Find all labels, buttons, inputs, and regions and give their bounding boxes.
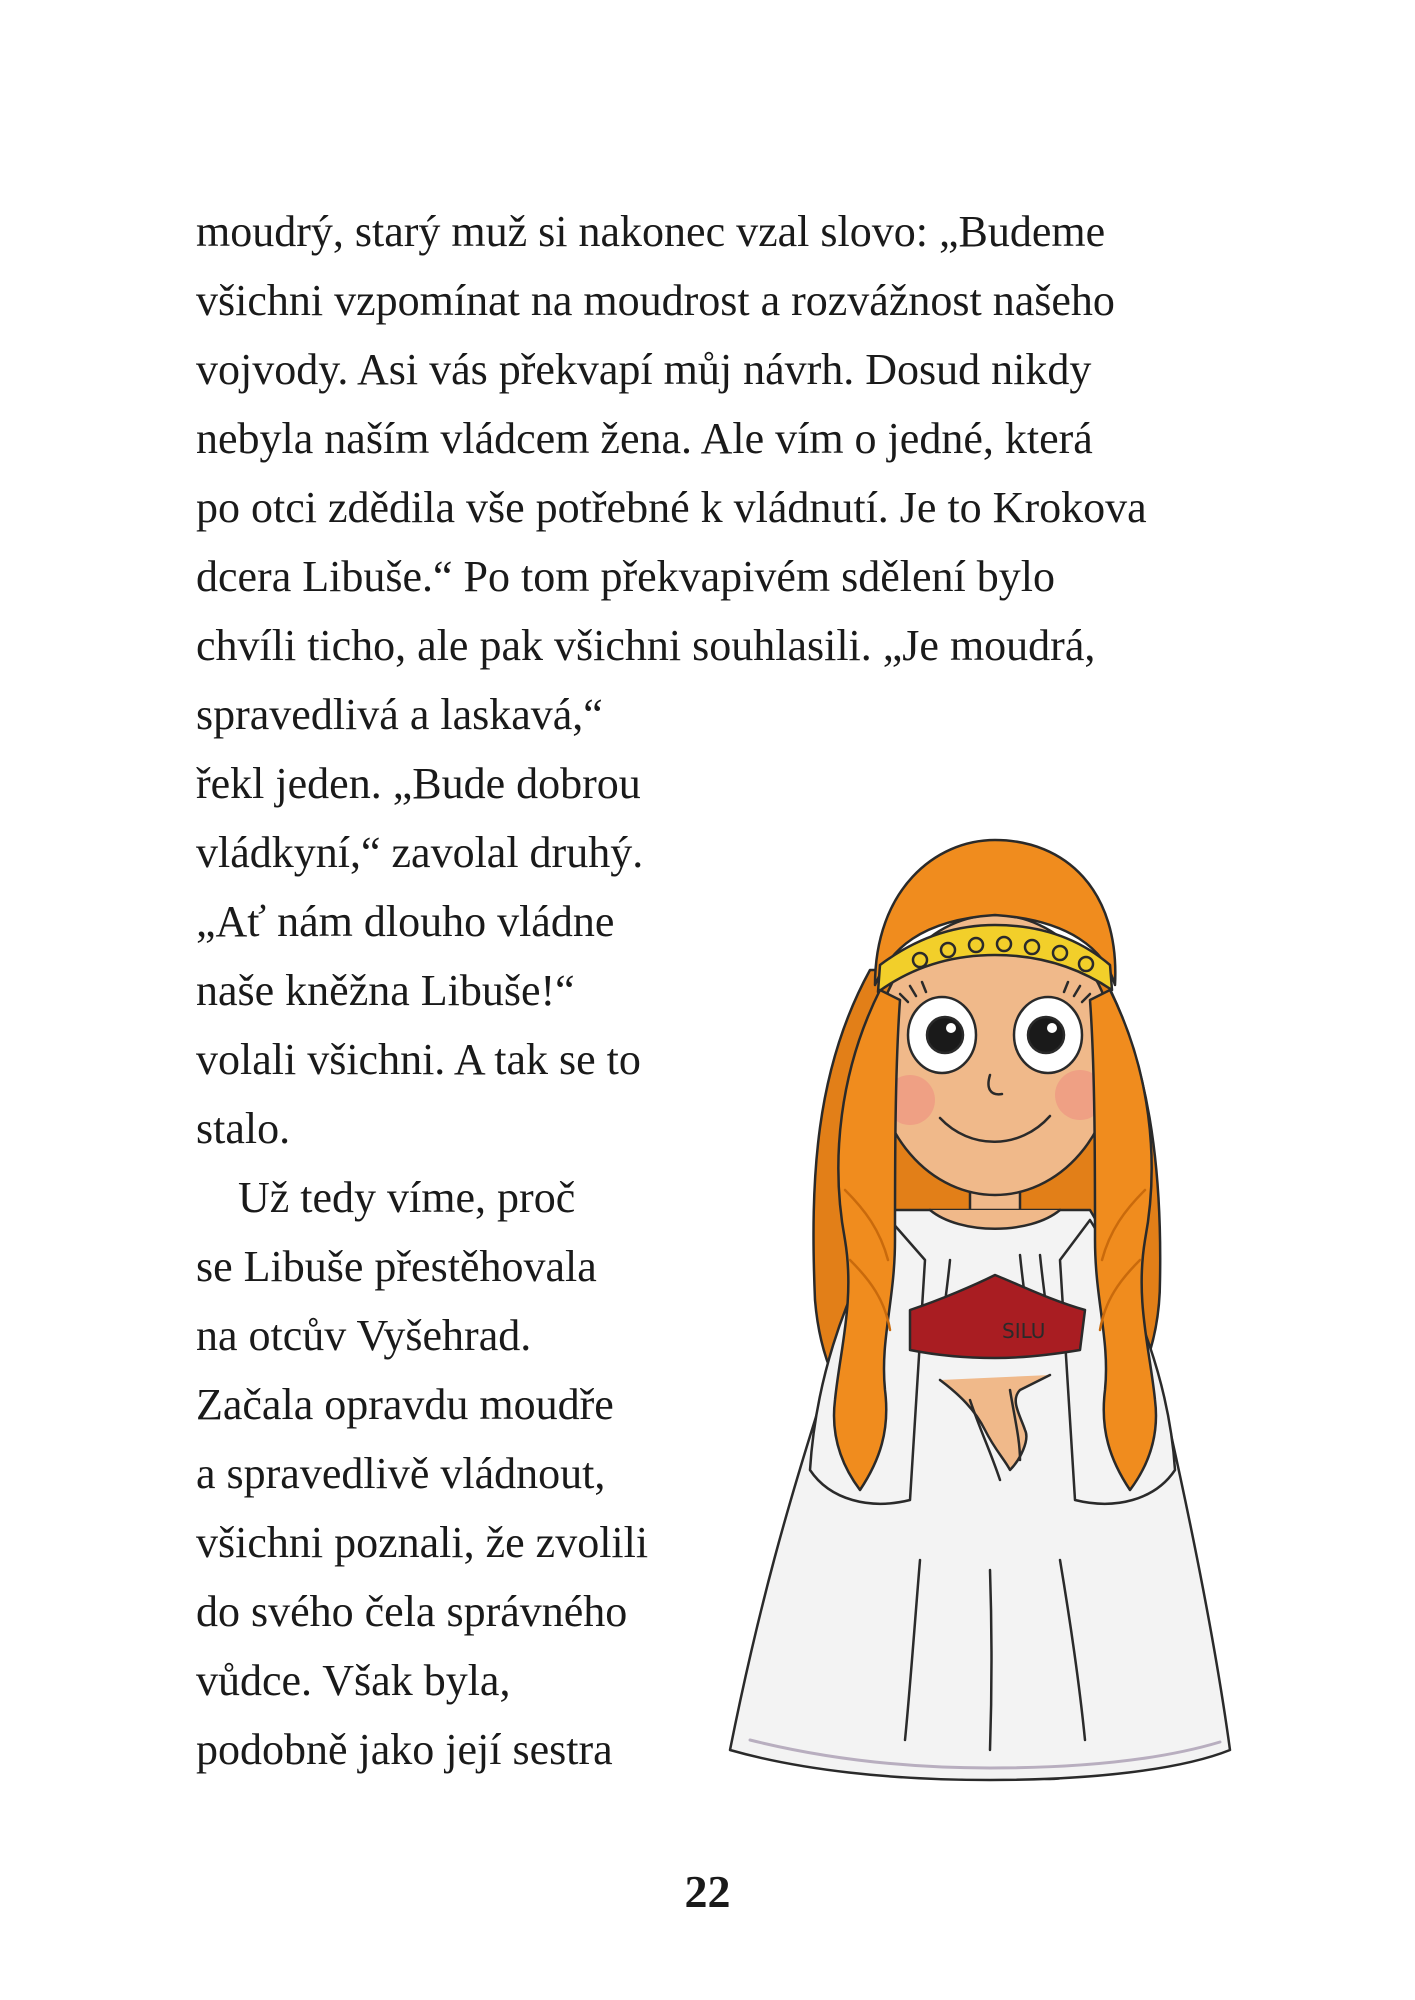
text-line: vládkyní,“ zavolal druhý.: [196, 828, 644, 877]
text-line: volali všichni. A tak se to: [196, 1035, 641, 1084]
text-line: Už tedy víme, proč: [238, 1173, 576, 1222]
text-line: „Ať nám dlouho vládne: [196, 897, 615, 946]
text-line: po otci zdědila vše potřebné k vládnutí. Je to Krokova: [196, 483, 1147, 532]
text-line: vůdce. Však byla,: [196, 1656, 511, 1705]
text-line: se Libuše přestěhovala: [196, 1242, 597, 1291]
belt-text: SILU: [1002, 1319, 1046, 1343]
text-line: stalo.: [196, 1104, 291, 1153]
text-line: Začala opravdu moudře: [196, 1380, 614, 1429]
text-line: všichni poznali, že zvolili: [196, 1518, 649, 1567]
text-line: všichni vzpomínat na moudrost a rozvážnost našeho: [196, 276, 1115, 325]
text-line: dcera Libuše.“ Po tom překvapivém sdělení bylo: [196, 552, 1055, 601]
text-line: naše kněžna Libuše!“: [196, 966, 575, 1015]
text-line: a spravedlivě vládnout,: [196, 1449, 606, 1498]
text-line: nebyla naším vládcem žena. Ale vím o jedné, která: [196, 414, 1093, 463]
text-line: spravedlivá a laskavá,“: [196, 690, 603, 739]
libuse-princess-illustration: [720, 740, 1240, 1800]
text-line: podobně jako její sestra: [196, 1725, 613, 1774]
text-line: na otcův Vyšehrad.: [196, 1311, 532, 1360]
page-number: 22: [684, 1866, 731, 1917]
text-line: chvíli ticho, ale pak všichni souhlasili. „Je moudrá,: [196, 621, 1096, 670]
text-line: vojvody. Asi vás překvapí můj návrh. Dosud nikdy: [196, 345, 1092, 394]
text-line: do svého čela správného: [196, 1587, 628, 1636]
text-line: řekl jeden. „Bude dobrou: [196, 759, 641, 808]
text-line: moudrý, starý muž si nakonec vzal slovo: „Budeme: [196, 207, 1106, 256]
